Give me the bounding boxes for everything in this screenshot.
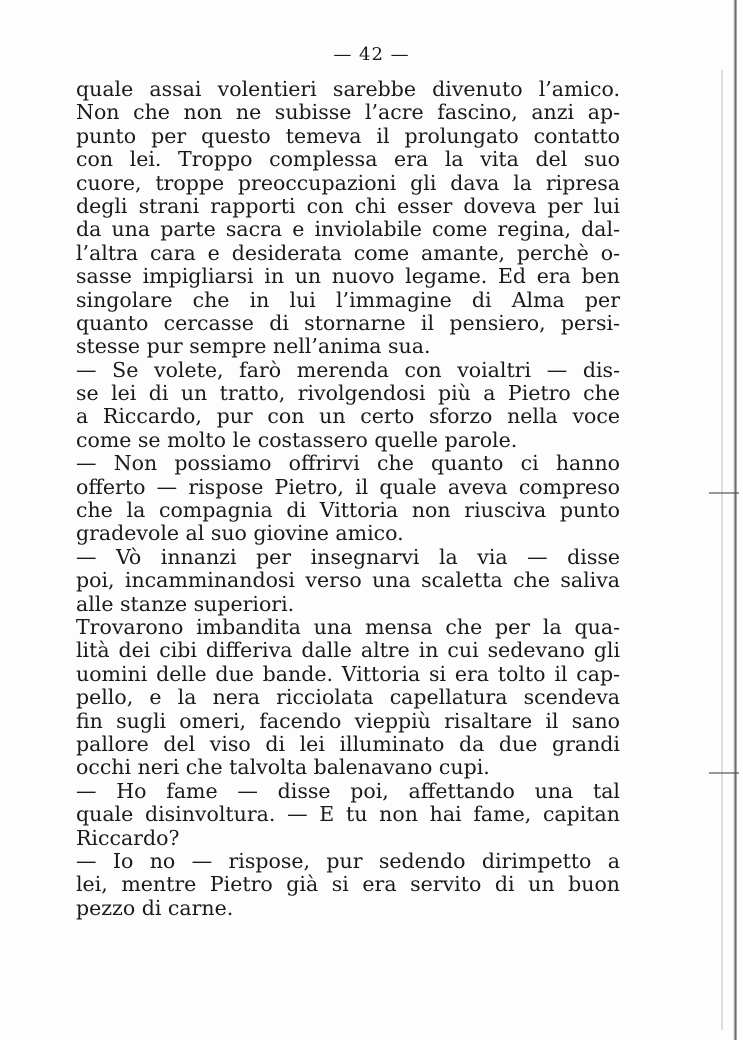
text-line: — Vò innanzi per insegnarvi la via — disse bbox=[76, 544, 620, 569]
text-line: quale assai volentieri sarebbe divenuto l’amico. bbox=[76, 77, 620, 101]
text-line: singolare che in lui l’immagine di Alma per bbox=[76, 287, 620, 312]
text-line: pello, e la nera ricciolata capellatura scendeva bbox=[76, 685, 620, 710]
text-line: punto per questo temeva il prolungato contatto bbox=[76, 123, 620, 148]
text-line: da una parte sacra e inviolabile come regina, dal- bbox=[76, 217, 620, 242]
text-line: quale disinvoltura. — E tu non hai fame, capitan bbox=[76, 802, 620, 827]
page-edge-mark bbox=[709, 492, 739, 494]
page-edge bbox=[733, 0, 737, 1040]
text-line: sasse impigliarsi in un nuovo legame. Ed era ben bbox=[76, 264, 620, 289]
page-fold-shadow bbox=[721, 70, 723, 1030]
text-line: lità dei cibi differiva dalle altre in cui sedevano gli bbox=[76, 638, 620, 663]
text-line: Trovarono imbandita una mensa che per la qua- bbox=[76, 614, 620, 639]
text-line: cuore, troppe preoccupazioni gli dava la ripresa bbox=[76, 170, 620, 195]
page-number: — 42 — bbox=[333, 44, 410, 65]
text-line: fin sugli omeri, facendo vieppiù risaltare il sano bbox=[76, 708, 620, 733]
text-line: offerto — rispose Pietro, il quale aveva compreso bbox=[76, 474, 620, 499]
text-line: pallore del viso di lei illuminato da due grandi bbox=[76, 731, 620, 756]
text-line: uomini delle due bande. Vittoria si era tolto il cap- bbox=[76, 661, 620, 686]
body-text bbox=[76, 78, 620, 920]
text-line: Non che non ne subisse l’acre fascino, anzi ap- bbox=[76, 100, 620, 125]
text-line: lei, mentre Pietro già si era servito di un buon bbox=[76, 872, 620, 897]
text-line: se lei di un tratto, rivolgendosi più a Pietro che bbox=[76, 381, 620, 406]
text-line: con lei. Troppo complessa era la vita del suo bbox=[76, 147, 620, 172]
text-line: — Se volete, farò merenda con voialtri — dis- bbox=[76, 357, 620, 382]
text-line: Riccardo? bbox=[76, 825, 180, 850]
text-line: stesse pur sempre nell’anima sua. bbox=[76, 334, 431, 359]
text-line: pezzo di carne. bbox=[76, 895, 234, 920]
text-line: come se molto le costassero quelle parole. bbox=[76, 427, 518, 452]
text-line: poi, incamminandosi verso una scaletta che saliva bbox=[76, 568, 620, 593]
text-line: — Io no — rispose, pur sedendo dirimpetto a bbox=[76, 848, 620, 873]
text-line: occhi neri che talvolta balenavano cupi. bbox=[76, 755, 490, 780]
text-line: quanto cercasse di stornarne il pensiero, persi- bbox=[76, 310, 620, 335]
text-line: degli strani rapporti con chi esser doveva per lui bbox=[76, 193, 620, 218]
text-line: l’altra cara e desiderata come amante, perchè o- bbox=[76, 240, 620, 265]
page-edge-mark bbox=[709, 772, 739, 774]
text-line: — Non possiamo offrirvi che quanto ci hanno bbox=[76, 451, 620, 476]
text-line: alle stanze superiori. bbox=[76, 591, 295, 616]
text-line: gradevole al suo giovine amico. bbox=[76, 521, 404, 546]
text-line: a Riccardo, pur con un certo sforzo nella voce bbox=[76, 404, 620, 429]
text-line: — Ho fame — disse poi, affettando una tal bbox=[76, 778, 620, 803]
text-line: che la compagnia di Vittoria non riusciva punto bbox=[76, 498, 620, 523]
